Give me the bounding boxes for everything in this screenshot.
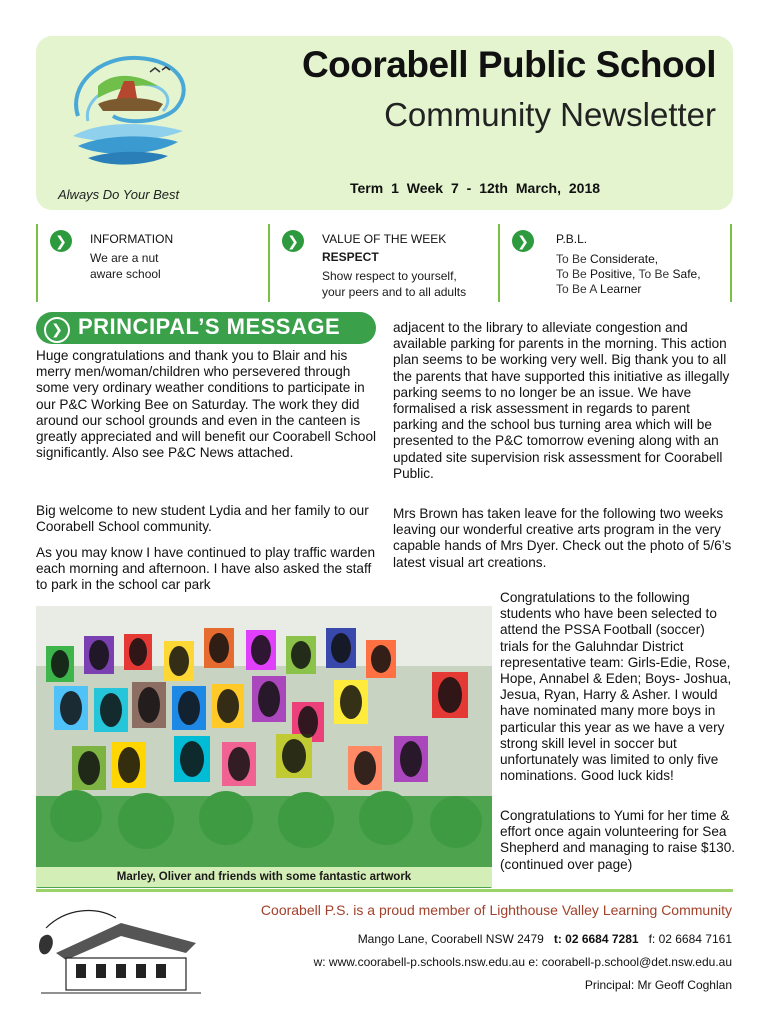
school-name: Coorabell Public School <box>301 44 716 85</box>
info-box-title: P.B.L. <box>556 232 588 246</box>
issue-date: Term 1 Week 7 - 12th March, 2018 <box>350 180 601 196</box>
pbl-line: To Be Positive, To Be Safe, <box>556 267 701 281</box>
artwork-photo <box>36 606 492 888</box>
principal-paragraph: adjacent to the library to alleviate congestion and available parking for parents in the morning. This action plan seems to be working very well. Big thank you to all the parents that have supported this initiative as illegally parking seems to no longer be an issue. We have formalised a risk assessment in regards to parent parking and the school bus turning area which will be presented to the P&C tomorrow evening along with an updated site supervision risk assessment for Coorabell Public. <box>393 320 730 481</box>
chevron-right-icon: ❯ <box>50 230 72 252</box>
address: Mango Lane, Coorabell NSW 2479 <box>357 932 544 946</box>
students-artwork-image <box>36 606 492 888</box>
principal-paragraph: Mrs Brown has taken leave for the following two weeks leaving our wonderful creative arts program in the very capable hands of Mrs Dyer. Check out the photo of 5/6’s latest visual art creations. <box>393 506 732 570</box>
info-box-title: VALUE OF THE WEEK <box>322 232 447 246</box>
newsletter-title: Community Newsletter <box>384 96 716 133</box>
info-box-line: aware school <box>90 267 161 281</box>
section-banner <box>36 312 376 344</box>
pbl-line: To Be A Learner <box>556 282 642 296</box>
info-box-value-of-week <box>268 224 500 302</box>
principal-paragraph: Big welcome to new student Lydia and her family to our Coorabell School community. <box>36 503 369 535</box>
info-box-line: Show respect to yourself, <box>322 269 457 283</box>
divider <box>730 224 732 302</box>
principal-paragraph: As you may know I have continued to play traffic warden each morning and afternoon. I have also asked the staff to park in the school car park <box>36 545 376 593</box>
photo-caption: Marley, Oliver and friends with some fantastic artwork <box>36 867 492 887</box>
principal-paragraph: Congratulations to Yumi for her time & effort once again volunteering for Sea Shepherd and managing to raise $130. (continued over page) <box>500 808 736 872</box>
chevron-right-icon: ❯ <box>282 230 304 252</box>
info-box-information <box>36 224 270 302</box>
schoolhouse-sketch-icon <box>36 898 206 998</box>
footer-contact <box>358 932 732 946</box>
pbl-line: To Be Considerate, <box>556 252 659 266</box>
footer-principal: Principal: Mr Geoff Coghlan <box>584 978 732 992</box>
info-box-pbl <box>498 224 732 302</box>
chevron-right-icon: ❯ <box>512 230 534 252</box>
info-box-line: your peers and to all adults <box>322 285 467 299</box>
info-box-title: INFORMATION <box>90 232 174 246</box>
info-box-line: We are a nut <box>90 251 159 265</box>
chevron-right-icon: ❯ <box>44 317 70 343</box>
divider <box>36 889 733 892</box>
phone-number: t: 02 6684 7281 <box>553 932 639 946</box>
fax-number: f: 02 6684 7161 <box>648 932 732 946</box>
school-motto: Always Do Your Best <box>58 187 180 202</box>
section-title: PRINCIPAL’S MESSAGE <box>78 314 341 339</box>
footer-web-email: w: www.coorabell-p.schools.nsw.edu.au e: coorabell-p.school@det.nsw.edu.au <box>313 955 732 969</box>
value-of-week: RESPECT <box>322 250 379 264</box>
school-logo-icon <box>58 46 198 176</box>
pbl-list <box>556 252 701 297</box>
principal-paragraph: Huge congratulations and thank you to Blair and his merry men/woman/children who persevered through some very ordinary weather conditions to participate in our P&C Working Bee on Saturday. The work they did around our school grounds and even in the canteen is greatly appreciated and will benefit our Coorabell School significantly. Also see P&C News attached. <box>36 348 377 461</box>
footer-title: Coorabell P.S. is a proud member of Lighthouse Valley Learning Community <box>260 902 732 918</box>
principal-paragraph: Congratulations to the following students who have been selected to attend the PSSA Football (soccer) trials for the Galuhndar District representative team: Girls-Edie, Rose, Hope, Annabel & Eden; Boys- Joshua, Jesua, Ryan, Harry & Asher. I would have nominated many more boys in particular this year as we have a very strong skill level in soccer but unfortunately was limited to only five nominations. Good luck kids! <box>500 590 732 784</box>
